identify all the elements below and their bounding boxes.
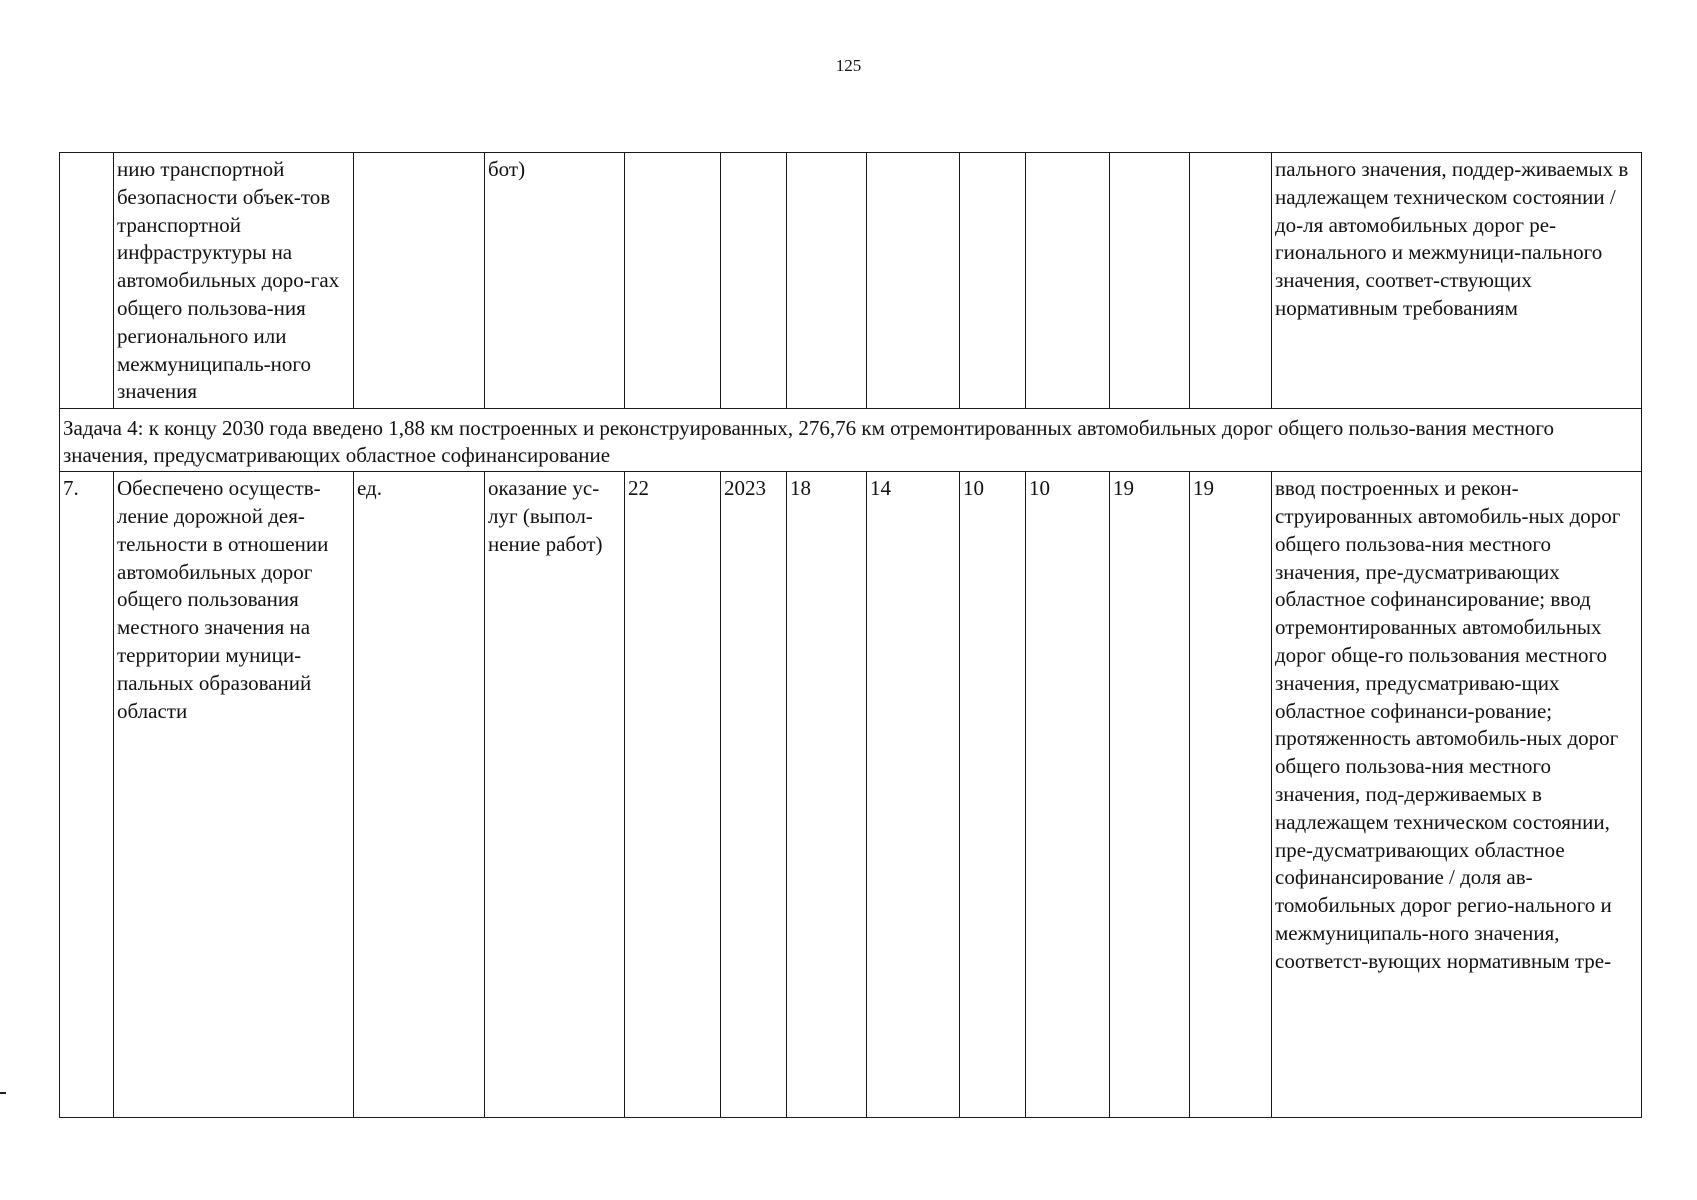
cell-year-value <box>1190 153 1272 409</box>
cell-year-value <box>867 153 960 409</box>
cell-result-name: нию транспортной безопасности объек-тов транспортной инфраструктуры на автомобильных доро-гах общего пользова-ния регионального или межмуниципаль-ного значения <box>114 153 354 409</box>
cell-year-value <box>1110 153 1190 409</box>
cell-year-value: 18 <box>787 472 867 1118</box>
cell-year-value <box>1026 153 1110 409</box>
table-row-item-7 <box>60 472 1642 1118</box>
program-table-container <box>59 152 1641 1118</box>
cell-base-year: 2023 <box>721 472 787 1118</box>
cell-linked-indicator: ввод построенных и рекон-струированных автомобиль-ных дорог общего пользова-ния местного значения, пре-дусматривающих областное софинансирование; ввод отремонтированных автомобильных дорог обще-го пользования местного значения, предусматриваю-щих областное софинанси-рование; протяженность автомобиль-ных дорог общего пользова-ния местного значения, под-держиваемых в надлежащем техническом состоянии, пре-дусматривающих областное софинансирование / доля ав-томобильных дорог регио-нального и межмуниципаль-ного значения, соответст-вующих нормативным тре- <box>1272 472 1642 1118</box>
cell-base-value: 22 <box>625 472 721 1118</box>
cell-linked-indicator: пального значения, поддер-живаемых в надлежащем техническом состоянии / до-ля автомобильных дорог ре-гионального и межмуници-пального значения, соответ-ствующих нормативным требованиям <box>1272 153 1642 409</box>
program-table <box>59 152 1642 1118</box>
cell-number: 7. <box>60 472 114 1118</box>
page-number: 125 <box>835 56 862 75</box>
cell-result-type: бот) <box>485 153 625 409</box>
scan-margin-mark <box>0 1092 6 1094</box>
cell-unit <box>354 153 485 409</box>
cell-year-value: 14 <box>867 472 960 1118</box>
table-row-task <box>60 409 1642 472</box>
cell-base-value <box>625 153 721 409</box>
cell-unit: ед. <box>354 472 485 1118</box>
cell-base-year <box>721 153 787 409</box>
cell-result-name: Обеспечено осуществ-ление дорожной дея-тельности в отношении автомобильных дорог общего пользования местного значения на территории муници-пальных образований области <box>114 472 354 1118</box>
task-heading: Задача 4: к концу 2030 года введено 1,88 км построенных и реконструированных, 276,76 км отремонтированных автомобильных дорог общего пользо-вания местного значения, предусматривающих областное софинансирование <box>60 409 1642 472</box>
cell-result-type: оказание ус-луг (выпол-нение работ) <box>485 472 625 1118</box>
cell-year-value <box>787 153 867 409</box>
cell-year-value: 19 <box>1190 472 1272 1118</box>
cell-year-value <box>960 153 1026 409</box>
cell-year-value: 10 <box>960 472 1026 1118</box>
cell-year-value: 19 <box>1110 472 1190 1118</box>
cell-number <box>60 153 114 409</box>
cell-year-value: 10 <box>1026 472 1110 1118</box>
table-row-continuation <box>60 153 1642 409</box>
